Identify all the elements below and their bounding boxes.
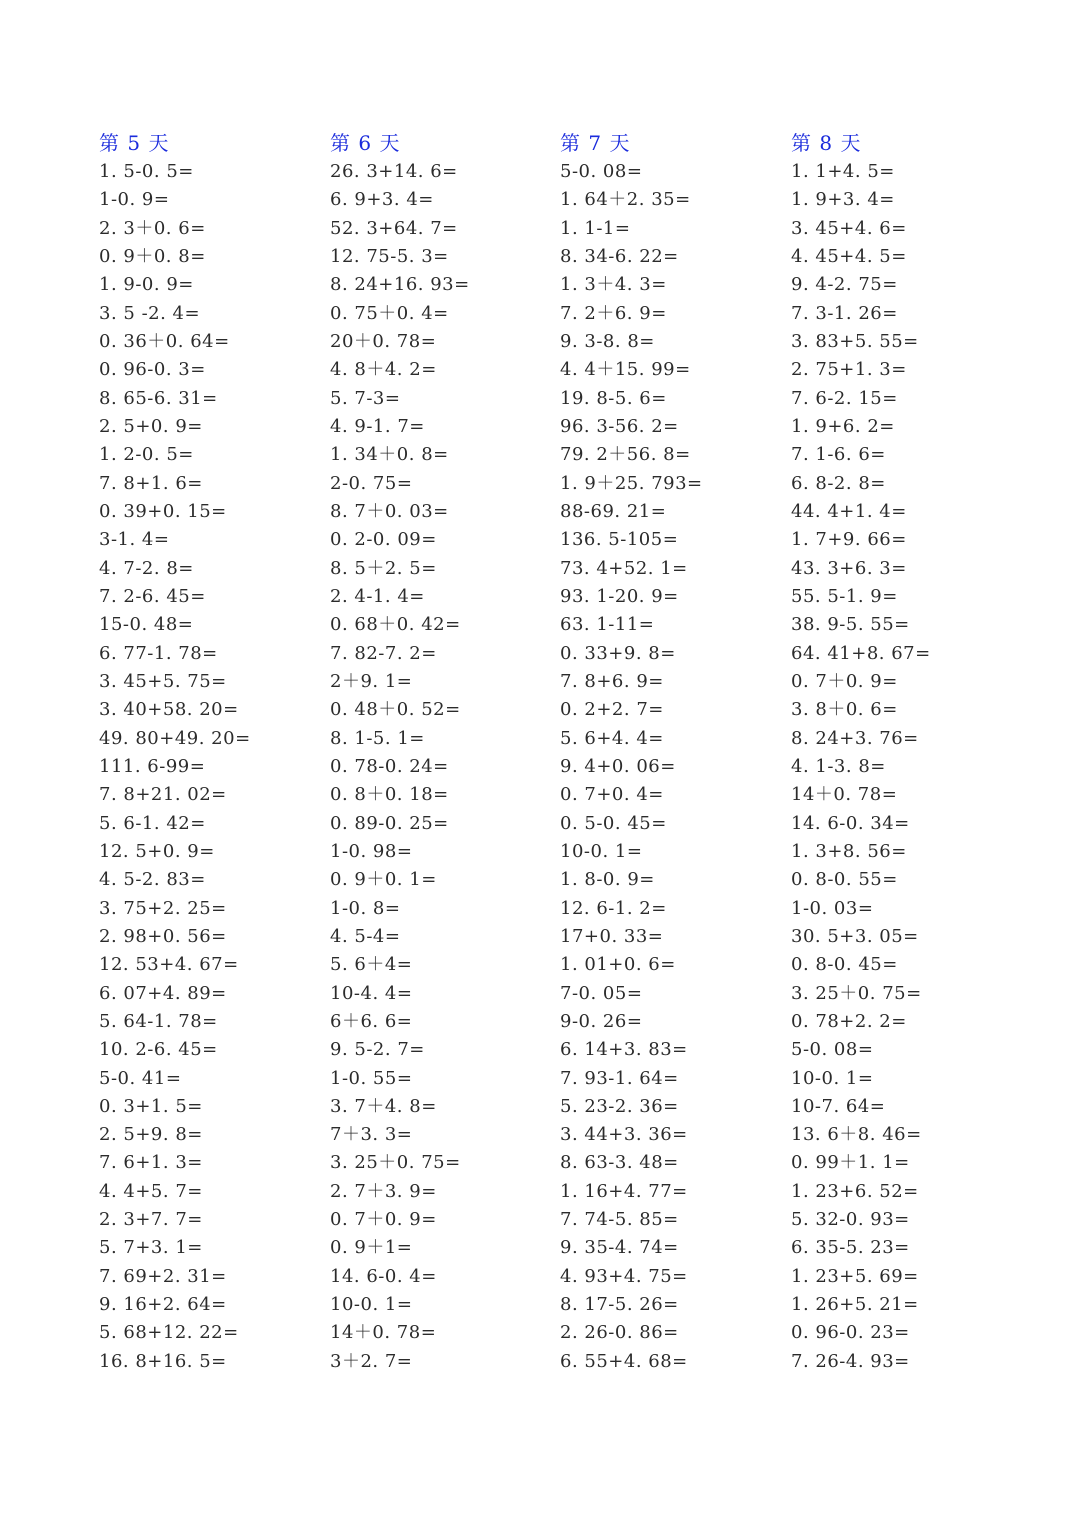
problem-item: 3. 25＋0. 75= [791,982,922,1004]
problem-item: 16. 8+16. 5= [99,1350,227,1372]
problem-item: 1. 3+8. 56= [791,840,907,862]
problem-item: 5. 6-1. 42= [99,812,206,834]
problem-item: 2. 26-0. 86= [560,1322,679,1344]
day-column [99,128,319,1376]
problem-item: 7. 1-6. 6= [791,444,886,466]
problem-item: 63. 1-11= [560,614,655,636]
problem-item: 5-0. 08= [560,161,643,182]
problem-item: 8. 65-6. 31= [99,387,218,409]
day-column [791,128,1011,1376]
problem-item: 7. 6+1. 3= [99,1152,203,1174]
problem-item: 1. 01+0. 6= [560,954,676,976]
problem-item: 2. 4-1. 4= [330,585,425,607]
problem-item: 5. 6＋4= [330,954,413,976]
problem-item: 0. 7+0. 4= [560,784,664,806]
problem-item: 12. 75-5. 3= [330,245,449,267]
problem-item: 6. 35-5. 23= [791,1237,910,1259]
problem-item: 14＋0. 78= [330,1322,437,1344]
problem-item: 5. 23-2. 36= [560,1095,679,1117]
problem-item: 13. 6＋8. 46= [791,1124,922,1146]
problem-item: 1. 23+6. 52= [791,1180,919,1202]
day-column [330,128,550,1376]
problem-item: 3-1. 4= [99,529,170,551]
problem-item: 3. 45+5. 75= [99,670,227,692]
problem-item: 5. 7-3= [330,387,401,409]
problem-item: 5-0. 08= [791,1039,874,1061]
problem-item: 6. 9+3. 4= [330,189,434,211]
problem-item: 5-0. 41= [99,1067,182,1089]
problem-item: 1. 9+6. 2= [791,415,895,437]
problem-item: 9. 4-2. 75= [791,274,898,296]
problem-item: 7＋3. 3= [330,1124,413,1146]
problem-item: 8. 24+3. 76= [791,727,919,749]
problem-item: 52. 3+64. 7= [330,217,458,239]
problem-item: 6. 8-2. 8= [791,472,886,494]
problem-item: 0. 78-0. 24= [330,755,449,777]
problem-item: 6. 55+4. 68= [560,1350,688,1372]
problem-item: 3. 8＋0. 6= [791,699,898,721]
problem-item: 2. 75+1. 3= [791,359,907,381]
problem-item: 1-0. 98= [330,840,413,862]
problem-item: 8. 5＋2. 5= [330,557,437,579]
problem-item: 19. 8-5. 6= [560,387,667,409]
problem-item: 1. 16+4. 77= [560,1180,688,1202]
problem-item: 7. 82-7. 2= [330,642,437,664]
problem-item: 30. 5+3. 05= [791,925,919,947]
problem-item: 1. 1+4. 5= [791,161,895,182]
problem-item: 5. 64-1. 78= [99,1010,218,1032]
problem-item: 7. 3-1. 26= [791,302,898,324]
problem-item: 1. 9-0. 9= [99,274,194,296]
problem-item: 9. 35-4. 74= [560,1237,679,1259]
problem-item: 14. 6-0. 4= [330,1265,437,1287]
problem-item: 8. 7＋0. 03= [330,500,449,522]
problem-item: 10-0. 1= [330,1294,413,1316]
problem-item: 1. 64＋2. 35= [560,189,691,211]
problem-item: 14. 6-0. 34= [791,812,910,834]
problem-item: 0. 96-0. 3= [99,359,206,381]
problem-item: 7. 8+6. 9= [560,670,664,692]
problem-item: 0. 89-0. 25= [330,812,449,834]
problem-item: 5. 7+3. 1= [99,1237,203,1259]
problem-item: 4. 7-2. 8= [99,557,194,579]
problem-item: 8. 17-5. 26= [560,1294,679,1316]
problem-item: 1-0. 9= [99,189,170,211]
problem-item: 3. 83+5. 55= [791,330,919,352]
problem-item: 10-0. 1= [560,840,643,862]
problem-item: 93. 1-20. 9= [560,585,679,607]
problem-item: 8. 1-5. 1= [330,727,425,749]
problem-item: 3. 75+2. 25= [99,897,227,919]
problem-item: 20＋0. 78= [330,330,437,352]
problem-item: 0. 96-0. 23= [791,1322,910,1344]
problem-item: 88-69. 21= [560,500,667,522]
problem-item: 4. 4+5. 7= [99,1180,203,1202]
problem-item: 3. 45+4. 6= [791,217,907,239]
problem-item: 0. 5-0. 45= [560,812,667,834]
problem-item: 1. 23+5. 69= [791,1265,919,1287]
problem-item: 0. 48＋0. 52= [330,699,461,721]
problem-item: 4. 5-2. 83= [99,869,206,891]
problem-item: 9. 4+0. 06= [560,755,676,777]
problem-item: 3. 5 -2. 4= [99,302,201,324]
problem-item: 2. 7＋3. 9= [330,1180,437,1202]
problem-item: 1. 1-1= [560,217,631,239]
problem-item: 7-0. 05= [560,982,643,1004]
problem-item: 7. 26-4. 93= [791,1350,910,1372]
problem-item: 26. 3+14. 6= [330,161,458,182]
problem-item: 5. 6+4. 4= [560,727,664,749]
problem-item: 8. 34-6. 22= [560,245,679,267]
problem-item: 6. 14+3. 83= [560,1039,688,1061]
problem-item: 15-0. 48= [99,614,194,636]
problem-list [330,158,550,1376]
problem-item: 96. 3-56. 2= [560,415,679,437]
problem-item: 3. 40+58. 20= [99,699,239,721]
problem-item: 7. 8+1. 6= [99,472,203,494]
problem-item: 9. 16+2. 64= [99,1294,227,1316]
problem-item: 4. 9-1. 7= [330,415,425,437]
problem-item: 9. 3-8. 8= [560,330,655,352]
problem-item: 10-0. 1= [791,1067,874,1089]
problem-item: 5. 68+12. 22= [99,1322,239,1344]
problem-item: 79. 2＋56. 8= [560,444,691,466]
problem-item: 4. 5-4= [330,925,401,947]
problem-item: 10-4. 4= [330,982,413,1004]
day-column [560,128,780,1376]
problem-list [560,158,780,1376]
problem-item: 0. 7＋0. 9= [330,1209,437,1231]
problem-item: 4. 8＋4. 2= [330,359,437,381]
problem-item: 4. 45+4. 5= [791,245,907,267]
problem-item: 1. 9＋25. 793= [560,472,703,494]
problem-item: 49. 80+49. 20= [99,727,251,749]
problem-item: 2-0. 75= [330,472,413,494]
problem-item: 8. 24+16. 93= [330,274,470,296]
problem-item: 0. 68＋0. 42= [330,614,461,636]
problem-item: 1-0. 03= [791,897,874,919]
problem-item: 1. 3＋4. 3= [560,274,667,296]
problem-item: 0. 8＋0. 18= [330,784,449,806]
problem-item: 4. 1-3. 8= [791,755,886,777]
problem-item: 0. 9＋1= [330,1237,413,1259]
problem-item: 38. 9-5. 55= [791,614,910,636]
problem-item: 1. 9+3. 4= [791,189,895,211]
problem-item: 3. 25＋0. 75= [330,1152,461,1174]
problem-item: 1. 26+5. 21= [791,1294,919,1316]
problem-item: 12. 6-1. 2= [560,897,667,919]
problem-item: 0. 36＋0. 64= [99,330,230,352]
problem-item: 0. 8-0. 55= [791,869,898,891]
problem-item: 10. 2-6. 45= [99,1039,218,1061]
problem-item: 1. 5-0. 5= [99,161,194,182]
problem-item: 9-0. 26= [560,1010,643,1032]
problem-item: 55. 5-1. 9= [791,585,898,607]
day-title: 第 5 天 [99,131,170,155]
problem-item: 7. 93-1. 64= [560,1067,679,1089]
problem-item: 43. 3+6. 3= [791,557,907,579]
problem-item: 1. 8-0. 9= [560,869,655,891]
problem-item: 2. 5+9. 8= [99,1124,203,1146]
problem-item: 7. 8+21. 02= [99,784,227,806]
problem-item: 3＋2. 7= [330,1350,413,1372]
problem-item: 1. 2-0. 5= [99,444,194,466]
problem-item: 0. 2-0. 09= [330,529,437,551]
problem-item: 4. 4＋15. 99= [560,359,691,381]
problem-item: 7. 69+2. 31= [99,1265,227,1287]
problem-item: 12. 5+0. 9= [99,840,215,862]
problem-item: 8. 63-3. 48= [560,1152,679,1174]
problem-item: 1-0. 55= [330,1067,413,1089]
problem-item: 1. 34＋0. 8= [330,444,449,466]
problem-item: 0. 9＋0. 1= [330,869,437,891]
problem-item: 44. 4+1. 4= [791,500,907,522]
problem-item: 6. 77-1. 78= [99,642,218,664]
problem-item: 111. 6-99= [99,755,206,777]
problem-item: 7. 6-2. 15= [791,387,898,409]
problem-item: 1-0. 8= [330,897,401,919]
problem-item: 0. 3+1. 5= [99,1095,203,1117]
problem-item: 0. 39+0. 15= [99,500,227,522]
day-title: 第 6 天 [330,131,401,155]
problem-item: 0. 33+9. 8= [560,642,676,664]
problem-item: 6. 07+4. 89= [99,982,227,1004]
problem-item: 9. 5-2. 7= [330,1039,425,1061]
problem-item: 14＋0. 78= [791,784,898,806]
problem-item: 12. 53+4. 67= [99,954,239,976]
day-title: 第 7 天 [560,131,631,155]
problem-item: 3. 7＋4. 8= [330,1095,437,1117]
problem-item: 0. 78+2. 2= [791,1010,907,1032]
problem-item: 2. 5+0. 9= [99,415,203,437]
problem-item: 0. 75＋0. 4= [330,302,449,324]
problem-item: 17+0. 33= [560,925,664,947]
problem-item: 4. 93+4. 75= [560,1265,688,1287]
problem-item: 73. 4+52. 1= [560,557,688,579]
problem-item: 0. 99＋1. 1= [791,1152,910,1174]
problem-list [791,158,1011,1376]
problem-item: 64. 41+8. 67= [791,642,931,664]
problem-list [99,158,319,1376]
problem-item: 6＋6. 6= [330,1010,413,1032]
problem-item: 0. 2+2. 7= [560,699,664,721]
problem-item: 2. 3＋0. 6= [99,217,206,239]
problem-item: 7. 74-5. 85= [560,1209,679,1231]
problem-item: 2. 98+0. 56= [99,925,227,947]
problem-item: 1. 7+9. 66= [791,529,907,551]
problem-item: 2. 3+7. 7= [99,1209,203,1231]
problem-item: 3. 44+3. 36= [560,1124,688,1146]
problem-item: 2＋9. 1= [330,670,413,692]
problem-item: 5. 32-0. 93= [791,1209,910,1231]
problem-item: 0. 8-0. 45= [791,954,898,976]
problem-item: 7. 2＋6. 9= [560,302,667,324]
problem-item: 0. 7＋0. 9= [791,670,898,692]
problem-item: 136. 5-105= [560,529,679,551]
problem-item: 0. 9＋0. 8= [99,245,206,267]
problem-item: 10-7. 64= [791,1095,886,1117]
problem-item: 7. 2-6. 45= [99,585,206,607]
day-title: 第 8 天 [791,131,862,155]
